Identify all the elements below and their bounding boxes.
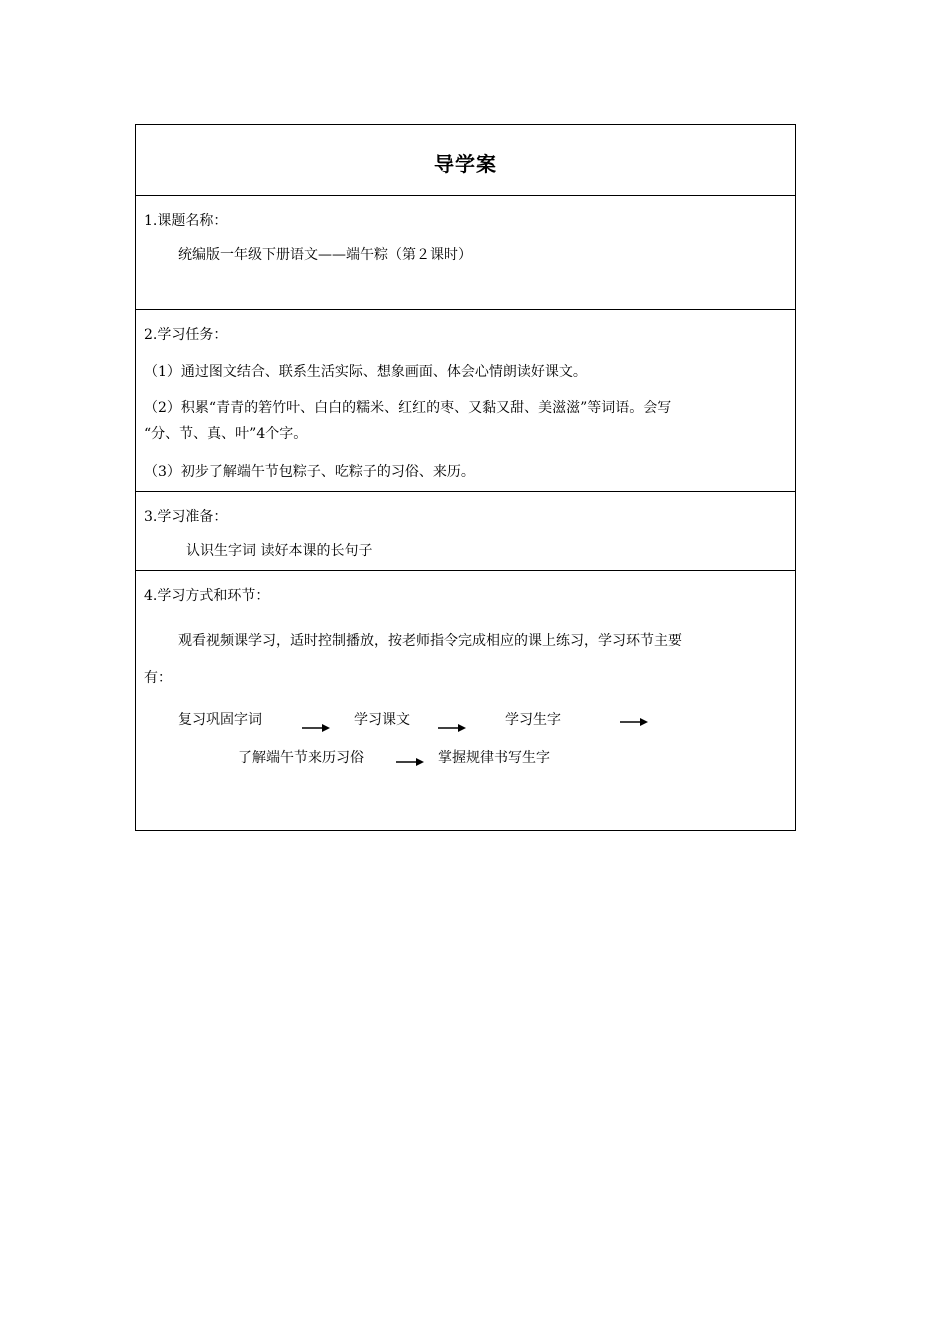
section-tasks-label: 2.学习任务： [144,327,228,343]
task-3: （3）初步了解端午节包粽子、吃粽子的习俗、来历。 [144,464,475,480]
flow-step-1: 复习巩固字词 [178,712,262,728]
arrow-right-icon [620,717,648,727]
flow-step-4: 了解端午节来历习俗 [238,750,364,766]
arrow-right-icon [302,723,330,733]
section-preparation [136,491,795,570]
arrow-right-icon [438,723,466,733]
flow-step-5: 掌握规律书写生字 [438,750,550,766]
task-1: （1）通过图文结合、联系生活实际、想象画面、体会心情朗读好课文。 [144,364,587,380]
section-method [136,570,795,830]
task-2-line-2: “分、节、真、叶”4个字。 [144,426,308,442]
section-topic [136,195,795,309]
section-method-label: 4.学习方式和环节： [144,588,270,604]
method-description-line-2: 有： [144,670,172,686]
section-tasks [136,309,795,491]
page-title: 导学案 [434,152,497,176]
flow-step-2: 学习课文 [354,712,410,728]
arrow-right-icon [396,757,424,767]
section-topic-content: 统编版一年级下册语文——端午粽（第２课时） [178,247,472,263]
study-guide-table [135,124,796,831]
section-preparation-label: 3.学习准备： [144,509,228,525]
title-row [136,125,795,195]
section-preparation-content: 认识生字词 读好本课的长句子 [186,543,373,559]
flow-step-3: 学习生字 [505,712,561,728]
method-description-line-1: 观看视频课学习，适时控制播放，按老师指令完成相应的课上练习，学习环节主要 [178,633,682,649]
task-2-line-1: （2）积累“青青的箬竹叶、白白的糯米、红红的枣、又黏又甜、美滋滋”等词语。会写 [144,400,672,416]
section-topic-label: 1.课题名称： [144,213,228,229]
